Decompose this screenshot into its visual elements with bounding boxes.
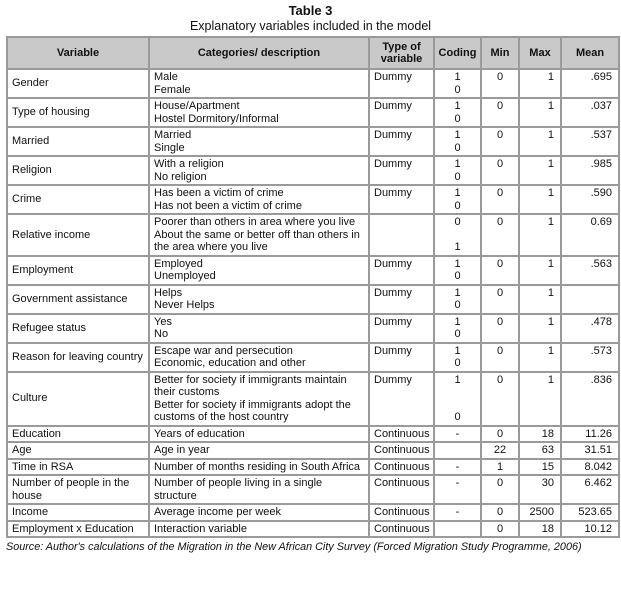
coding-cell — [434, 127, 481, 156]
description-line: Single — [154, 141, 185, 154]
max-cell: 1 — [519, 214, 561, 256]
variable-cell: Age — [7, 442, 149, 459]
type-cell: Dummy — [369, 156, 434, 185]
max-cell: 1 — [519, 314, 561, 343]
min-cell: 0 — [481, 426, 519, 443]
mean-cell: 0.69 — [561, 214, 619, 256]
variable-cell: Married — [7, 127, 149, 156]
description-line: Has been a victim of crime — [154, 187, 284, 199]
header-coding: Coding — [434, 37, 481, 69]
coding-value: 0 — [454, 199, 461, 212]
header-mean: Mean — [561, 37, 619, 69]
variable-cell: Government assistance — [7, 285, 149, 314]
coding-value: 0 — [454, 270, 461, 282]
max-cell: 1 — [519, 343, 561, 372]
coding-value: 0 — [454, 83, 461, 96]
max-cell: 1 — [519, 285, 561, 314]
description-cell — [149, 156, 369, 185]
variable-cell: Crime — [7, 185, 149, 214]
mean-cell: .537 — [561, 127, 619, 156]
table-row — [7, 426, 619, 443]
description-line: Number of people living in a single structure — [154, 477, 323, 502]
header-description: Categories/ description — [149, 37, 369, 69]
coding-value: 1 — [454, 241, 461, 253]
description-line: Helps — [154, 286, 183, 299]
min-cell: 0 — [481, 504, 519, 521]
coding-value: 0 — [454, 357, 461, 369]
description-line: Economic, education and other — [154, 357, 306, 369]
description-cell — [149, 442, 369, 459]
coding-cell — [434, 372, 481, 426]
coding-value: 1 — [454, 158, 461, 170]
min-cell: 22 — [481, 442, 519, 459]
description-cell — [149, 127, 369, 156]
coding-value: 0 — [454, 411, 461, 423]
description-cell — [149, 521, 369, 538]
min-cell: 0 — [481, 285, 519, 314]
mean-cell: 6.462 — [561, 475, 619, 504]
table-row — [7, 127, 619, 156]
type-cell: Continuous — [369, 442, 434, 459]
variable-cell: Reason for leaving country — [7, 343, 149, 372]
max-cell: 1 — [519, 98, 561, 127]
table-row — [7, 314, 619, 343]
coding-cell — [434, 185, 481, 214]
min-cell: 0 — [481, 98, 519, 127]
table-row — [7, 442, 619, 459]
header-row — [7, 37, 619, 69]
coding-cell — [434, 314, 481, 343]
type-cell: Dummy — [369, 127, 434, 156]
description-cell — [149, 256, 369, 285]
header-max: Max — [519, 37, 561, 69]
type-cell: Dummy — [369, 69, 434, 98]
table-row — [7, 285, 619, 314]
description-line: Years of education — [154, 427, 245, 440]
description-line: With a religion — [154, 158, 224, 170]
mean-cell: 11.26 — [561, 426, 619, 443]
coding-value: 0 — [454, 299, 461, 311]
min-cell: 0 — [481, 127, 519, 156]
description-cell — [149, 185, 369, 214]
type-cell: Dummy — [369, 285, 434, 314]
coding-cell — [434, 69, 481, 98]
coding-cell — [434, 98, 481, 127]
mean-cell: 31.51 — [561, 442, 619, 459]
coding-value: - — [455, 427, 460, 440]
description-cell — [149, 426, 369, 443]
coding-cell — [434, 504, 481, 521]
table-row — [7, 372, 619, 426]
table-row — [7, 343, 619, 372]
coding-cell — [434, 214, 481, 256]
type-cell: Dummy — [369, 372, 434, 426]
mean-cell: .563 — [561, 256, 619, 285]
type-cell: Continuous — [369, 475, 434, 504]
type-cell: Dummy — [369, 98, 434, 127]
variable-cell: Culture — [7, 372, 149, 426]
description-cell — [149, 372, 369, 426]
description-cell — [149, 314, 369, 343]
max-cell: 30 — [519, 475, 561, 504]
variables-table — [6, 36, 620, 538]
type-cell: Continuous — [369, 459, 434, 476]
coding-value: 0 — [454, 328, 461, 340]
variable-cell: Religion — [7, 156, 149, 185]
mean-cell: .037 — [561, 98, 619, 127]
table-row — [7, 521, 619, 538]
description-line: Interaction variable — [154, 522, 247, 535]
table-row — [7, 214, 619, 256]
coding-value: 1 — [454, 71, 461, 83]
coding-value: 1 — [454, 129, 461, 141]
table-row — [7, 98, 619, 127]
table-body — [7, 69, 619, 537]
coding-value: - — [455, 506, 460, 518]
table-subtitle: Explanatory variables included in the model — [189, 19, 432, 33]
min-cell: 1 — [481, 459, 519, 476]
min-cell: 0 — [481, 69, 519, 98]
coding-cell — [434, 285, 481, 314]
mean-cell: .836 — [561, 372, 619, 426]
description-cell — [149, 504, 369, 521]
spacer — [439, 229, 476, 242]
table-title: Table 3 — [288, 3, 333, 18]
max-cell: 18 — [519, 521, 561, 538]
description-line: House/Apartment — [154, 100, 240, 112]
max-cell: 18 — [519, 426, 561, 443]
coding-value: - — [455, 460, 460, 473]
description-line: Better for society if immigrants adopt the customs of the host country — [154, 398, 351, 423]
mean-cell — [561, 285, 619, 314]
max-cell: 2500 — [519, 504, 561, 521]
header-type: Type of variable — [369, 37, 434, 69]
type-cell: Continuous — [369, 426, 434, 443]
description-line: Yes — [154, 315, 172, 328]
coding-cell — [434, 521, 481, 538]
type-cell: Continuous — [369, 521, 434, 538]
variable-cell: Number of people in the house — [7, 475, 149, 504]
coding-value: 1 — [454, 373, 461, 386]
max-cell: 15 — [519, 459, 561, 476]
mean-cell: .985 — [561, 156, 619, 185]
type-cell: Dummy — [369, 314, 434, 343]
description-line: Number of months residing in South Africa — [154, 460, 361, 473]
coding-cell — [434, 459, 481, 476]
description-line: Female — [154, 83, 191, 96]
max-cell: 1 — [519, 69, 561, 98]
variable-cell: Income — [7, 504, 149, 521]
coding-value: 0 — [454, 170, 461, 183]
header-min: Min — [481, 37, 519, 69]
min-cell: 0 — [481, 214, 519, 256]
header-variable: Variable — [7, 37, 149, 69]
type-cell — [369, 214, 434, 256]
description-cell — [149, 98, 369, 127]
mean-cell: 8.042 — [561, 459, 619, 476]
description-cell — [149, 285, 369, 314]
variable-cell: Employment — [7, 256, 149, 285]
mean-cell: .695 — [561, 69, 619, 98]
variable-cell: Type of housing — [7, 98, 149, 127]
mean-cell: 10.12 — [561, 521, 619, 538]
coding-value: 1 — [454, 257, 461, 270]
variable-cell: Time in RSA — [7, 459, 149, 476]
description-line: Hostel Dormitory/Informal — [154, 112, 279, 125]
coding-cell — [434, 475, 481, 504]
description-cell — [149, 475, 369, 504]
description-line: About the same or better off than others in the area where you live — [154, 228, 360, 253]
coding-value: 1 — [454, 315, 461, 328]
coding-value: 1 — [454, 286, 461, 299]
coding-value: - — [455, 477, 460, 489]
description-line: No — [154, 328, 169, 340]
description-line: Employed — [154, 257, 203, 270]
max-cell: 1 — [519, 127, 561, 156]
variable-cell: Employment x Education — [7, 521, 149, 538]
type-cell: Continuous — [369, 504, 434, 521]
description-line: Average income per week — [154, 506, 281, 518]
coding-cell — [434, 156, 481, 185]
min-cell: 0 — [481, 521, 519, 538]
description-line: Never Helps — [154, 299, 215, 311]
variable-cell: Education — [7, 426, 149, 443]
max-cell: 1 — [519, 372, 561, 426]
description-line: Has not been a victim of crime — [154, 199, 302, 212]
min-cell: 0 — [481, 343, 519, 372]
description-line: Male — [154, 71, 178, 83]
description-line: Unemployed — [154, 270, 216, 282]
coding-value: 0 — [454, 112, 461, 125]
max-cell: 1 — [519, 185, 561, 214]
spacer — [439, 399, 476, 412]
source-note: Source: Author's calculations of the Migration in the New African City Survey (Forced Migration Study Programme, 2006) — [6, 541, 582, 553]
coding-value: 1 — [454, 187, 461, 199]
max-cell: 63 — [519, 442, 561, 459]
table-row — [7, 69, 619, 98]
mean-cell: 523.65 — [561, 504, 619, 521]
coding-cell — [434, 426, 481, 443]
variable-cell: Gender — [7, 69, 149, 98]
variable-cell: Relative income — [7, 214, 149, 256]
description-cell — [149, 343, 369, 372]
coding-value: 1 — [454, 100, 461, 112]
description-line: No religion — [154, 170, 207, 183]
type-cell: Dummy — [369, 185, 434, 214]
mean-cell: .478 — [561, 314, 619, 343]
description-line: Escape war and persecution — [154, 344, 293, 357]
description-line: Poorer than others in area where you live — [154, 216, 356, 228]
type-cell: Dummy — [369, 343, 434, 372]
description-line: Married — [154, 129, 192, 141]
max-cell: 1 — [519, 156, 561, 185]
min-cell: 0 — [481, 314, 519, 343]
min-cell: 0 — [481, 372, 519, 426]
coding-cell — [434, 343, 481, 372]
description-line: Better for society if immigrants maintain their customs — [154, 373, 347, 398]
spacer — [439, 386, 476, 399]
type-cell: Dummy — [369, 256, 434, 285]
table-row — [7, 185, 619, 214]
min-cell: 0 — [481, 256, 519, 285]
min-cell: 0 — [481, 185, 519, 214]
variable-cell: Refugee status — [7, 314, 149, 343]
description-cell — [149, 69, 369, 98]
mean-cell: .590 — [561, 185, 619, 214]
coding-cell — [434, 256, 481, 285]
coding-cell — [434, 442, 481, 459]
table-row — [7, 156, 619, 185]
mean-cell: .573 — [561, 343, 619, 372]
description-cell — [149, 214, 369, 256]
coding-value: 0 — [454, 216, 461, 228]
table-row — [7, 256, 619, 285]
min-cell: 0 — [481, 156, 519, 185]
description-cell — [149, 459, 369, 476]
table-row — [7, 475, 619, 504]
min-cell: 0 — [481, 475, 519, 504]
coding-value: 0 — [454, 141, 461, 154]
table-row — [7, 459, 619, 476]
description-line: Age in year — [154, 444, 210, 456]
coding-value: 1 — [454, 344, 461, 357]
max-cell: 1 — [519, 256, 561, 285]
table-row — [7, 504, 619, 521]
